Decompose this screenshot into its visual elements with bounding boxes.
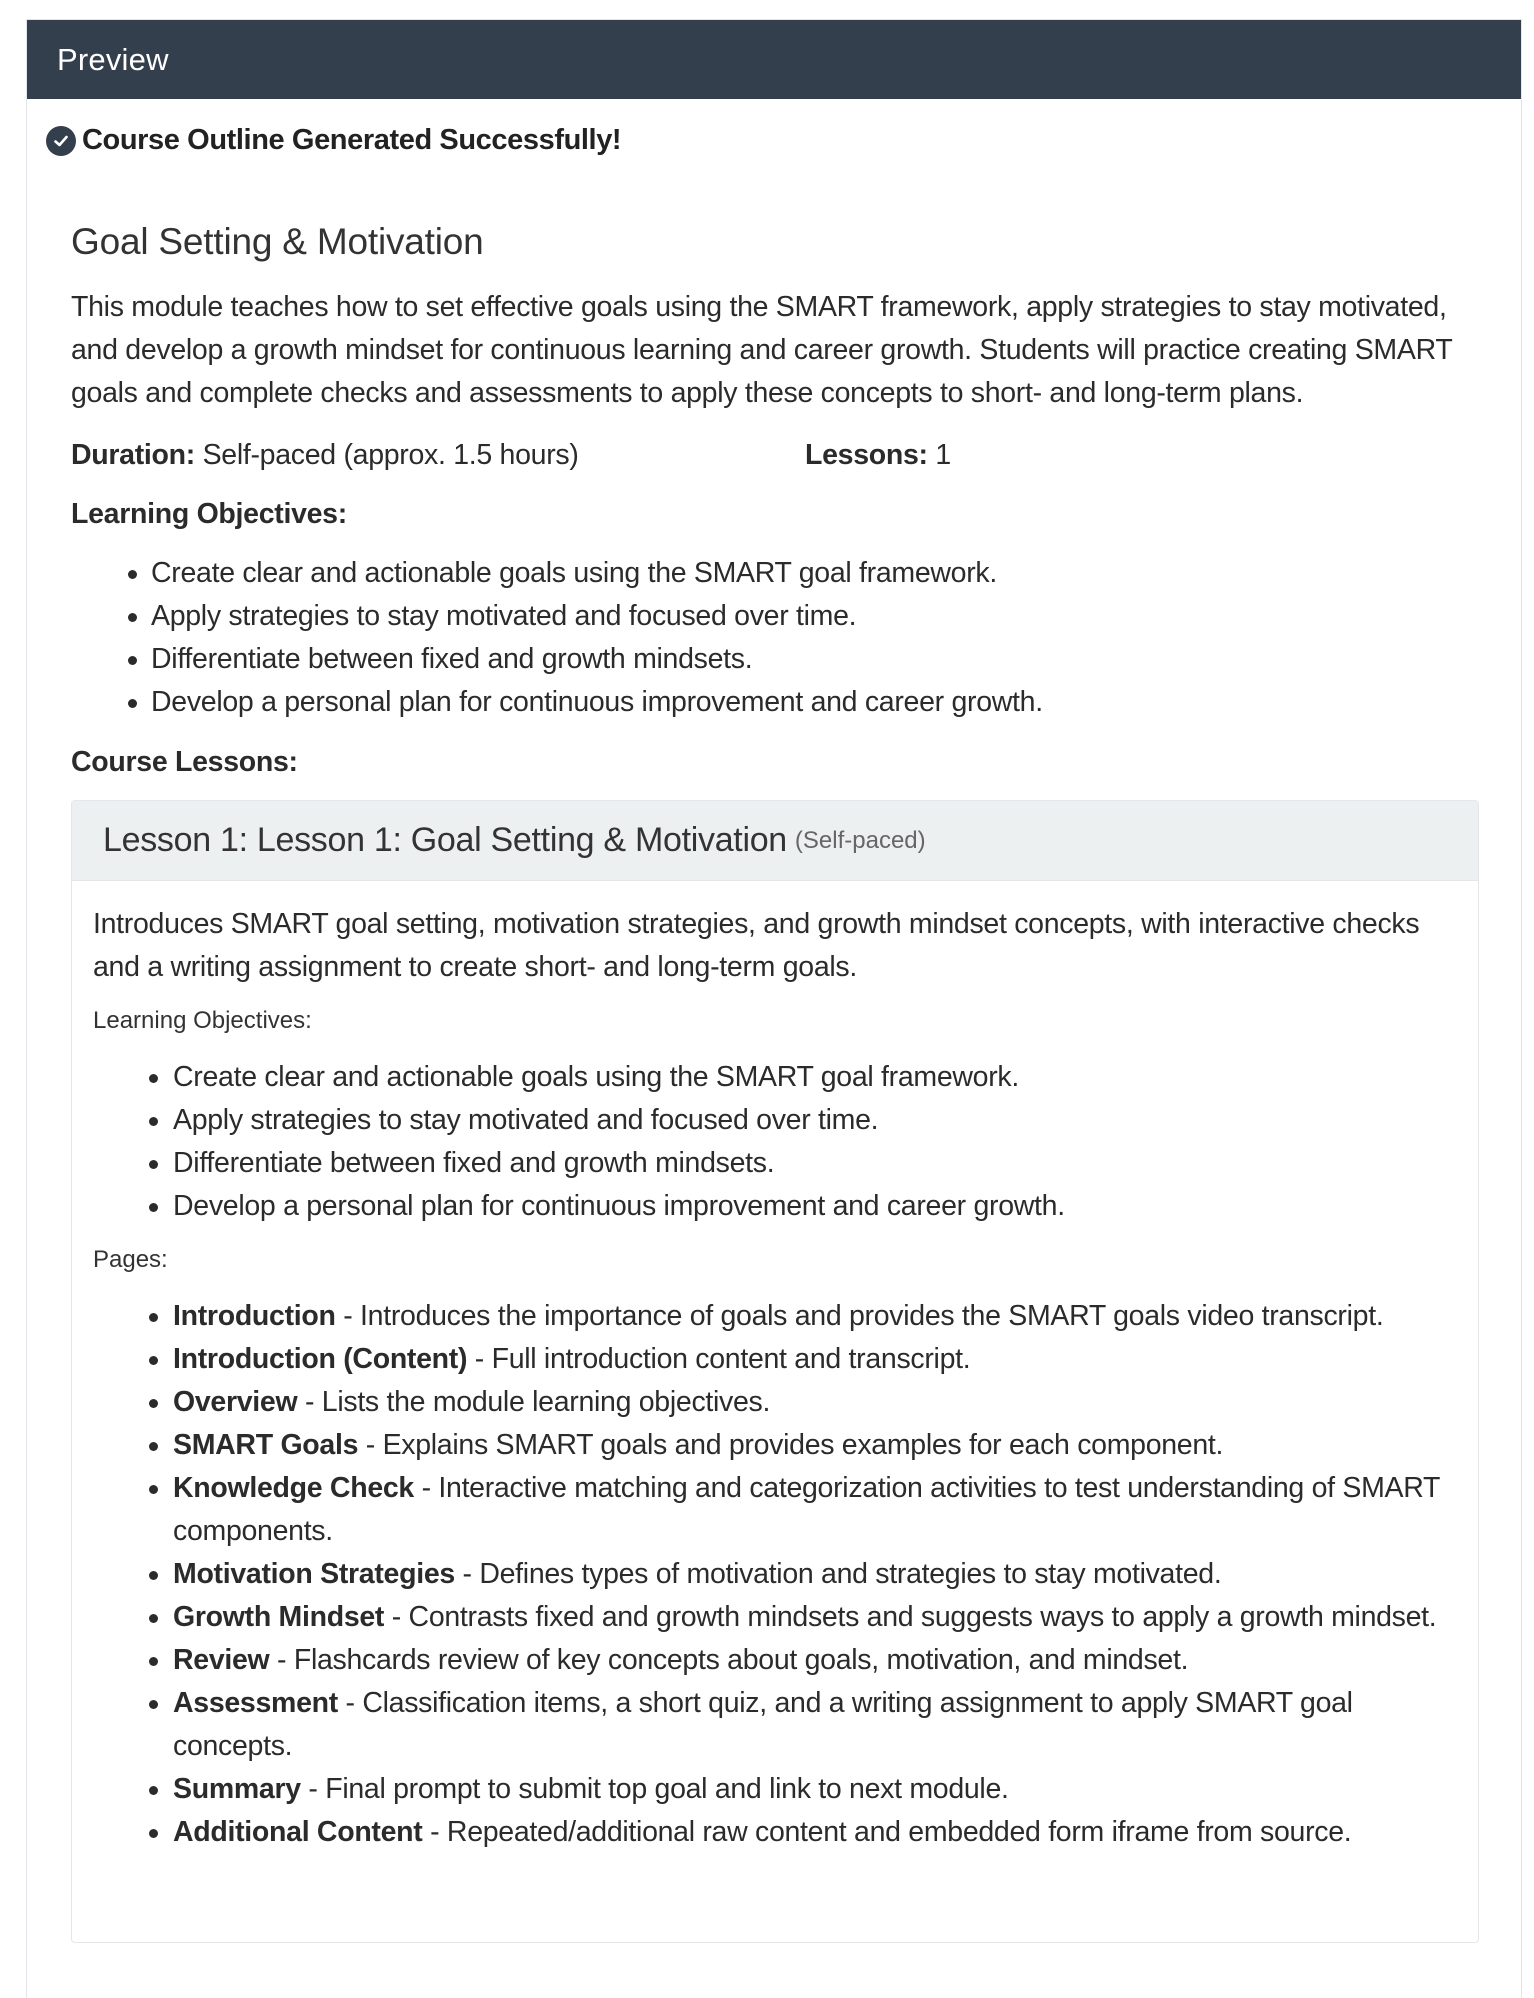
check-circle-icon bbox=[46, 126, 76, 156]
list-item: Differentiate between fixed and growth mindsets. bbox=[71, 638, 1491, 681]
pages-label: Pages: bbox=[93, 1246, 168, 1273]
page-description: - Repeated/additional raw content and embedded form iframe from source. bbox=[422, 1816, 1352, 1848]
lesson-objectives-label: Learning Objectives: bbox=[93, 1007, 312, 1034]
page-description: - Introduces the importance of goals and provides the SMART goals video transcript. bbox=[335, 1300, 1384, 1332]
page-description: - Defines types of motivation and strategies to stay motivated. bbox=[454, 1558, 1222, 1590]
page-item bbox=[93, 1338, 1458, 1381]
list-item: Develop a personal plan for continuous improvement and career growth. bbox=[93, 1185, 1458, 1228]
preview-panel bbox=[26, 19, 1522, 1998]
page-name: Motivation Strategies bbox=[173, 1558, 455, 1590]
page-item bbox=[93, 1682, 1458, 1768]
page-name: Growth Mindset bbox=[173, 1601, 385, 1633]
page-name: Introduction (Content) bbox=[173, 1343, 468, 1375]
panel-header bbox=[27, 20, 1521, 99]
lesson-title: Lesson 1: Lesson 1: Goal Setting & Motivation bbox=[103, 821, 787, 859]
page-name: Introduction bbox=[173, 1300, 336, 1332]
page-item bbox=[93, 1295, 1458, 1338]
page-item bbox=[93, 1639, 1458, 1682]
page-item bbox=[93, 1424, 1458, 1467]
module-lesson-count bbox=[805, 434, 951, 476]
page-description: - Contrasts fixed and growth mindsets and suggests ways to apply a growth mindset. bbox=[384, 1601, 1437, 1633]
duration-label: Duration: bbox=[71, 439, 195, 471]
lesson-header bbox=[72, 801, 1478, 881]
module-meta bbox=[71, 434, 1491, 476]
list-item: Differentiate between fixed and growth mindsets. bbox=[93, 1142, 1458, 1185]
page-item bbox=[93, 1553, 1458, 1596]
success-message: Course Outline Generated Successfully! bbox=[82, 124, 622, 156]
lessons-value: 1 bbox=[935, 439, 951, 471]
list-item: Create clear and actionable goals using the SMART goal framework. bbox=[93, 1056, 1458, 1099]
lessons-label: Lessons: bbox=[805, 439, 928, 471]
page-description: - Final prompt to submit top goal and link to next module. bbox=[300, 1773, 1009, 1805]
lesson-objectives-list bbox=[93, 1056, 1458, 1228]
page-name: Review bbox=[173, 1644, 270, 1676]
page-name: Knowledge Check bbox=[173, 1472, 414, 1504]
page-description: - Classification items, a short quiz, and a writing assignment to apply SMART goal concepts. bbox=[173, 1687, 1353, 1762]
page-description: - Flashcards review of key concepts about goals, motivation, and mindset. bbox=[269, 1644, 1189, 1676]
list-item: Create clear and actionable goals using the SMART goal framework. bbox=[71, 552, 1491, 595]
course-lessons-heading: Course Lessons: bbox=[71, 746, 298, 778]
lesson-description: Introduces SMART goal setting, motivation strategies, and growth mindset concepts, with interactive checks and a writing assignment to create short- and long-term goals. bbox=[93, 908, 1420, 983]
list-item: Apply strategies to stay motivated and focused over time. bbox=[93, 1099, 1458, 1142]
duration-value: Self-paced (approx. 1.5 hours) bbox=[202, 439, 579, 471]
page-name: Summary bbox=[173, 1773, 301, 1805]
module-content bbox=[71, 216, 1491, 1943]
module-objectives-list bbox=[71, 552, 1491, 724]
objectives-heading: Learning Objectives: bbox=[71, 498, 347, 530]
list-item: Apply strategies to stay motivated and focused over time. bbox=[71, 595, 1491, 638]
page-description: - Full introduction content and transcript. bbox=[467, 1343, 971, 1375]
page-name: SMART Goals bbox=[173, 1429, 359, 1461]
page-item bbox=[93, 1381, 1458, 1424]
success-status bbox=[46, 124, 621, 157]
page-description: - Explains SMART goals and provides examples for each component. bbox=[358, 1429, 1224, 1461]
page-description: - Lists the module learning objectives. bbox=[297, 1386, 771, 1418]
lesson-body bbox=[72, 881, 1478, 1854]
page-description: - Interactive matching and categorization activities to test understanding of SMART components. bbox=[173, 1472, 1440, 1547]
page-item bbox=[93, 1467, 1458, 1553]
page-item bbox=[93, 1768, 1458, 1811]
page-item bbox=[93, 1811, 1458, 1854]
page-name: Additional Content bbox=[173, 1816, 423, 1848]
module-description: This module teaches how to set effective goals using the SMART framework, apply strategies to stay motivated, and develop a growth mindset for continuous learning and career growth. Students will practice creating SMART goals and complete checks and assessments to apply these concepts to short- and long-term plans. bbox=[71, 291, 1452, 409]
module-title: Goal Setting & Motivation bbox=[71, 221, 484, 262]
panel-title: Preview bbox=[57, 41, 169, 77]
lesson-card bbox=[71, 800, 1479, 1943]
list-item: Develop a personal plan for continuous improvement and career growth. bbox=[71, 681, 1491, 724]
page-item bbox=[93, 1596, 1458, 1639]
page-name: Assessment bbox=[173, 1687, 338, 1719]
module-duration bbox=[71, 434, 805, 476]
pages-list bbox=[93, 1295, 1458, 1854]
lesson-pace: (Self-paced) bbox=[794, 826, 926, 854]
page-name: Overview bbox=[173, 1386, 298, 1418]
